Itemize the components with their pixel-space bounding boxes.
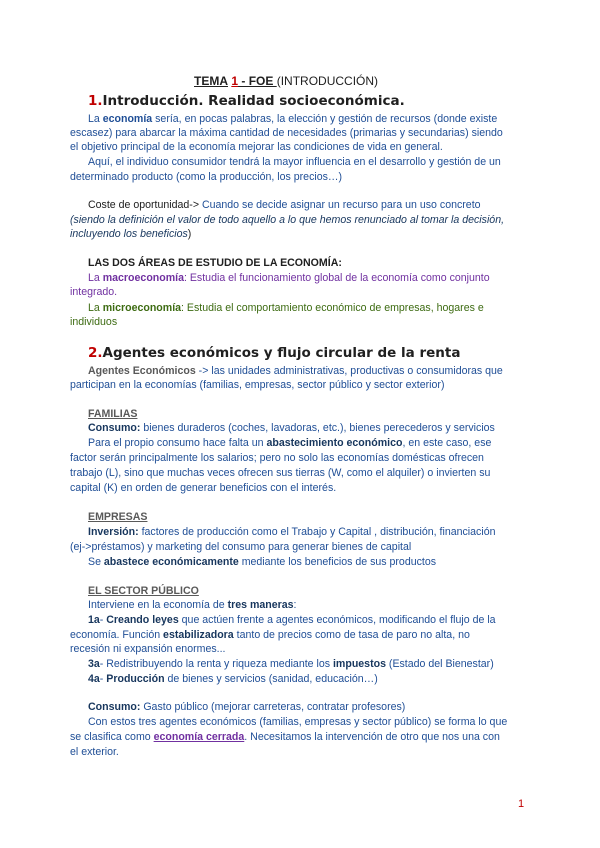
term-produccion: Producción bbox=[106, 673, 165, 685]
areas-heading: LAS DOS ÁREAS DE ESTUDIO DE LA ECONOMÍA: bbox=[88, 257, 342, 269]
manera-4-line: 4a- Producción de bienes y servicios (sanidad, educación…) bbox=[88, 673, 378, 685]
economia-paragraph-line-1: La economía sería, en pocas palabras, la elección y gestión de recursos (donde existe bbox=[88, 113, 498, 125]
familias-paragraph-line-4: capital (K) en orden de generar beneficios con el interés. bbox=[70, 482, 337, 494]
empresas-heading: EMPRESAS bbox=[88, 511, 148, 523]
agentes-line-2: participan en la economías (familias, empresas, sector público y sector exterior) bbox=[70, 379, 445, 391]
term-impuestos: impuestos bbox=[332, 658, 386, 670]
manera-3-line: 3a- Redistribuyendo la renta y riqueza mediante los impuestos (Estado del Bienestar) bbox=[88, 658, 494, 670]
familias-consumo: Consumo: bienes duraderos (coches, lavadoras, etc.), bienes perecederos y servicios bbox=[88, 422, 495, 434]
page-title bbox=[194, 74, 378, 88]
consumidor-paragraph-line-1: Aquí, el individuo consumidor tendrá la mayor influencia en el desarrollo y gestión de un bbox=[88, 156, 501, 168]
inversion-label: Inversión: bbox=[88, 526, 139, 538]
manera-1-line-3: recesión ni expansión enormes... bbox=[70, 643, 226, 655]
page-number: 1 bbox=[518, 798, 525, 810]
section-2-title: Agentes económicos y flujo circular de la renta bbox=[102, 345, 461, 361]
microeconomia-line-1: La microeconomía: Estudia el comportamiento económico de empresas, hogares e bbox=[88, 302, 484, 314]
economia-paragraph-line-2: escasez) para abarcar la máxima cantidad de necesidades (primarias y secundarias) siendo bbox=[70, 127, 503, 139]
familias-paragraph-line-2: factor serán principalmente los salarios; pero no solo las economías domésticas ofrecen bbox=[70, 452, 484, 464]
term-economia-cerrada: economía cerrada bbox=[153, 731, 245, 743]
section-1-heading bbox=[88, 94, 405, 108]
title-foe: - FOE bbox=[238, 74, 277, 88]
term-economia: economía bbox=[102, 113, 153, 125]
sector-publico-heading: EL SECTOR PÚBLICO bbox=[88, 585, 199, 597]
manera-1-line-1: 1a- Creando leyes que actúen frente a agentes económicos, modificando el flujo de la bbox=[88, 614, 496, 626]
macroeconomia-line-1: La macroeconomía: Estudia el funcionamiento global de la economía como conjunto bbox=[88, 272, 490, 284]
empresas-inversion-line-2: (ej->préstamos) y marketing del consumo para generar bienes de capital bbox=[70, 541, 412, 553]
title-number: 1 bbox=[231, 74, 239, 88]
section-1-number: 1. bbox=[88, 93, 103, 109]
term-abastecimiento: abastecimiento económico bbox=[266, 437, 403, 449]
term-tres-maneras: tres maneras bbox=[227, 599, 294, 611]
manera-1-line-2: economía. Función estabilizadora tanto de precios como de tasa de paro no alta, no bbox=[70, 629, 470, 641]
agentes-line-1: Agentes Económicos -> las unidades administrativas, productivas o consumidoras que bbox=[88, 365, 503, 377]
economia-paragraph-line-3: el objetivo principal de la economía mejorar las condiciones de vida en general. bbox=[70, 141, 443, 153]
section-2-number: 2. bbox=[88, 345, 103, 361]
coste-oportunidad-line-2: (siendo la definición el valor de todo aquello a lo que hemos renunciado al tomar la decisión, bbox=[70, 214, 505, 226]
coste-label: Coste de oportunidad-> bbox=[88, 199, 202, 211]
closing-line-2: se clasifica como economía cerrada. Necesitamos la intervención de otro que nos una con bbox=[70, 731, 500, 743]
closing-line-1: Con estos tres agentes económicos (familias, empresas y sector público) se forma lo que bbox=[88, 716, 508, 728]
gasto-consumo-label: Consumo: bbox=[88, 701, 141, 713]
term-creando-leyes: Creando leyes bbox=[106, 614, 179, 626]
familias-heading: FAMILIAS bbox=[88, 408, 138, 420]
term-macroeconomia: macroeconomía bbox=[102, 272, 184, 284]
consumo-label: Consumo: bbox=[88, 422, 141, 434]
term-agentes-economicos: Agentes Económicos bbox=[88, 365, 196, 377]
empresas-abastece-line: Se abastece económicamente mediante los beneficios de sus productos bbox=[88, 556, 437, 568]
sector-consumo-line: Consumo: Gasto público (mejorar carreteras, contratar profesores) bbox=[88, 701, 406, 713]
term-microeconomia: microeconomía bbox=[102, 302, 182, 314]
term-abastece: abastece económicamente bbox=[103, 556, 239, 568]
familias-paragraph-line-3: trabajo (L), sino que muchas veces ofrecen sus tierras (W, como el alquiler) o invierten su bbox=[70, 467, 491, 479]
empresas-inversion-line-1: Inversión: factores de producción como el Trabajo y Capital , distribución, financiación bbox=[88, 526, 496, 538]
title-tema: TEMA bbox=[194, 74, 228, 88]
macroeconomia-line-2: integrado. bbox=[70, 286, 118, 298]
title-rest: (INTRODUCCIÓN) bbox=[276, 74, 379, 88]
familias-paragraph-line-1: Para el propio consumo hace falta un abastecimiento económico, en este caso, ese bbox=[88, 437, 492, 449]
microeconomia-line-2: individuos bbox=[70, 316, 118, 328]
section-1-title: Introducción. Realidad socioeconómica. bbox=[102, 93, 405, 109]
section-2-heading bbox=[88, 346, 460, 360]
coste-oportunidad-line-1: Coste de oportunidad-> Cuando se decide asignar un recurso para un uso concreto bbox=[88, 199, 481, 211]
term-estabilizadora: estabilizadora bbox=[163, 629, 234, 641]
coste-oportunidad-line-3: incluyendo los beneficios) bbox=[70, 228, 192, 240]
closing-line-3: el exterior. bbox=[70, 746, 119, 758]
sector-intro: Interviene en la economía de tres maneras: bbox=[88, 599, 297, 611]
consumidor-paragraph-line-2: determinado producto (como la producción, los precios…) bbox=[70, 171, 343, 183]
